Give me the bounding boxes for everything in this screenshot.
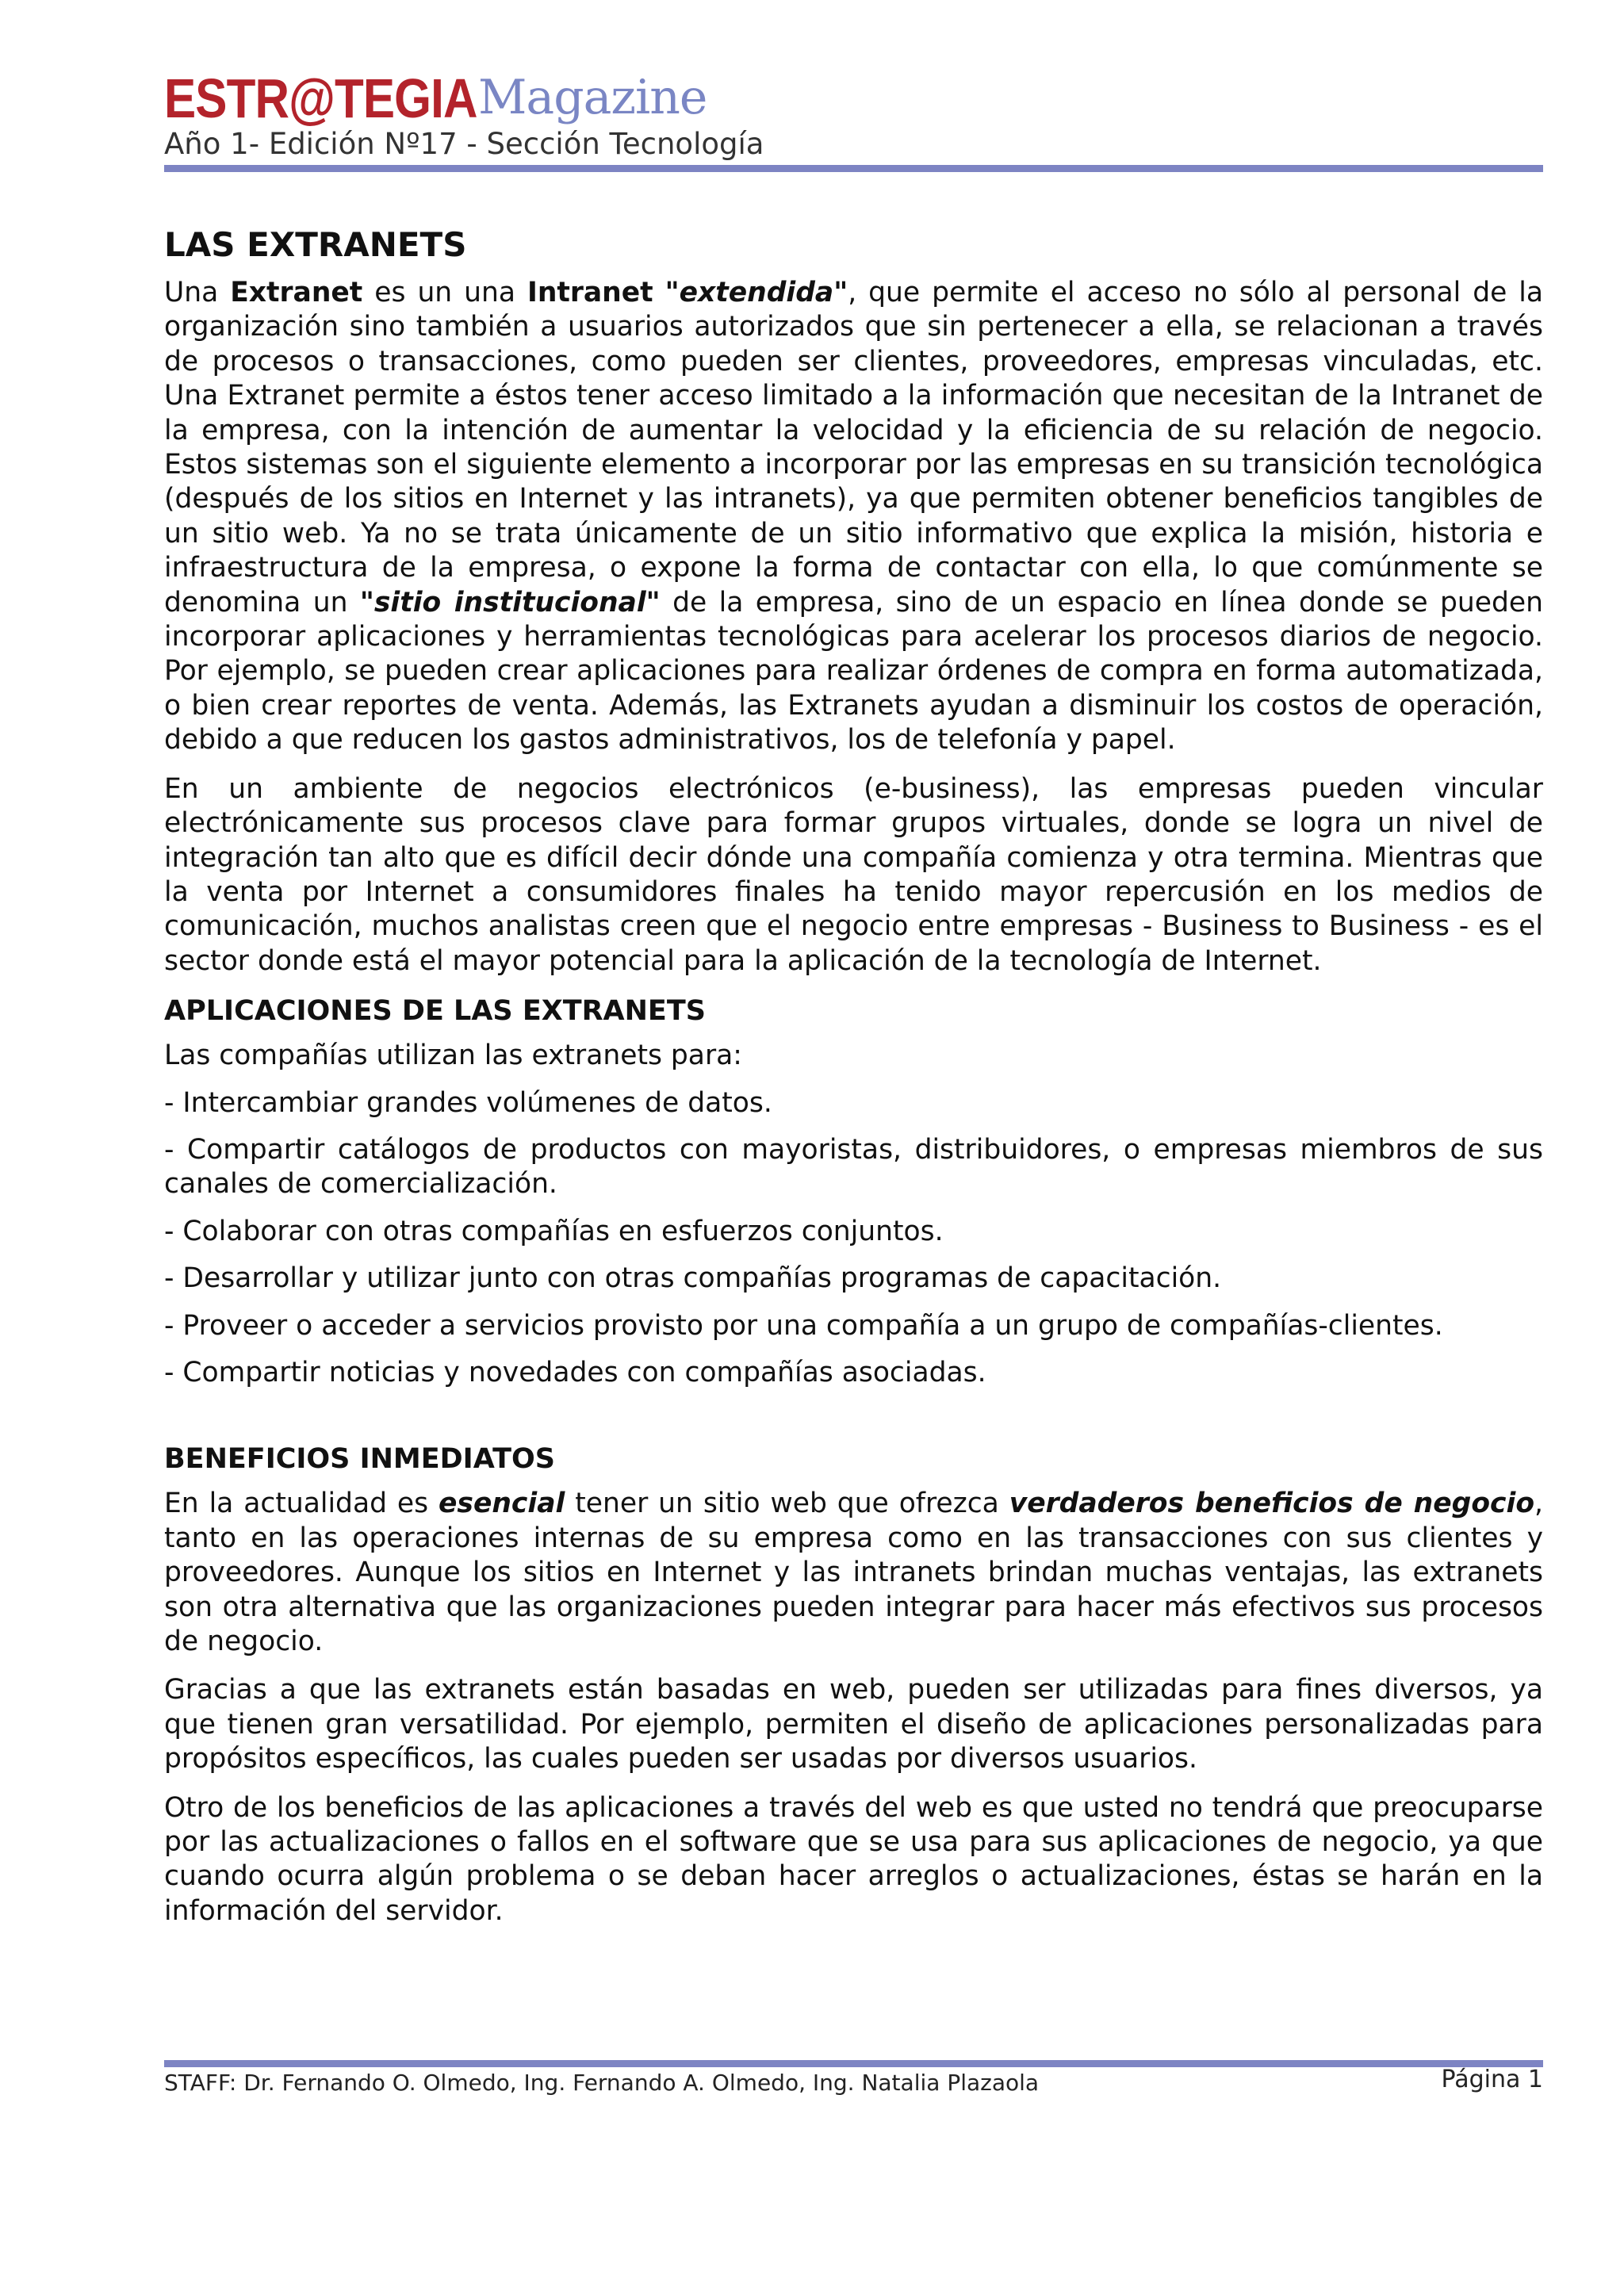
intro-bold-intranet: Intranet [527,277,653,308]
footer-staff: STAFF: Dr. Fernando O. Olmedo, Ing. Fernando A. Olmedo, Ing. Natalia Plazaola [164,2070,1040,2096]
masthead [164,67,707,133]
list-item: - Desarrollar y utilizar junto con otras compañías programas de capacitación. [164,1262,1222,1295]
benefits-emphasis-esencial: esencial [439,1488,565,1520]
benefits-emphasis-beneficios: verdaderos beneficios de negocio [1009,1488,1535,1520]
intro-text-1: Una [164,277,231,308]
benefits-text-1: En la actualidad es [164,1488,439,1520]
brand-subtitle: Magazine [478,70,707,125]
intro-emphasis-sitio-institucional: "sitio institucional" [359,586,661,618]
benefits-paragraph-1 [164,1487,1543,1659]
applications-heading: APLICACIONES DE LAS EXTRANETS [164,995,706,1028]
brand-logo: ESTR@TEGIA [164,67,477,129]
benefits-heading: BENEFICIOS INMEDIATOS [164,1443,555,1476]
header-divider [164,165,1543,172]
footer-divider [164,2060,1543,2067]
list-item: - Proveer o acceder a servicios provisto por una compañía a un grupo de compañías-clientes. [164,1309,1443,1342]
list-item: - Compartir catálogos de productos con mayoristas, distribuidores, o empresas miembros de sus canales de comercialización. [164,1133,1543,1201]
intro-text-4: , que permite el acceso no sólo al personal de la organización sino también a usuarios autorizados que sin pertenecer a ella, se relacionan a través de procesos o transacciones, como pueden ser clientes, proveedores, empresas vinculadas, etc. Una Extranet permite a éstos tener acceso limitado a la información que necesitan de la Intranet de la empresa, con la intención de aumentar la velocidad y la eficiencia de su relación de negocio. Estos sistemas son el siguiente elemento a incorporar por las empresas en su transición tecnológica (después de los sitios en Internet y las intranets), ya que permiten obtener beneficios tangibles de un sitio web. Ya no se trata únicamente de un sitio informativo que explica la misión, historia e infraestructura de la empresa, o expone la forma de contactar con ella, lo que comúnmente se denomina un [164,277,1544,618]
intro-text-3 [653,277,665,308]
list-item: - Compartir noticias y novedades con compañías asociadas. [164,1356,986,1388]
page-number: Página 1 [1441,2066,1543,2093]
list-item: - Colaborar con otras compañías en esfuerzos conjuntos. [164,1215,944,1247]
article-body [164,224,1543,1943]
intro-paragraph [164,276,1543,758]
section-spacer [164,1403,1543,1441]
edition-line: Año 1- Edición Nº17 - Sección Tecnología [164,127,764,161]
intro-text-2: es un una [362,277,527,308]
intro-emphasis-extendida: "extendida" [665,277,848,308]
article-title: LAS EXTRANETS [164,225,467,264]
benefits-paragraph-3: Otro de los beneficios de las aplicaciones a través del web es que usted no tendrá que preocuparse por las actualizaciones o fallos en el software que se usa para sus aplicaciones de negocio, ya que cuando ocurra algún problema o se deban hacer arreglos o actualizaciones, éstas se harán en la información del servidor. [164,1791,1543,1927]
applications-lead: Las compañías utilizan las extranets para: [164,1040,742,1072]
benefits-text-2: tener un sitio web que ofrezca [565,1488,1009,1520]
list-item: - Intercambiar grandes volúmenes de datos. [164,1086,772,1119]
intro-bold-extranet: Extranet [230,277,363,308]
benefits-paragraph-2: Gracias a que las extranets están basadas en web, pueden ser utilizadas para fines diversos, ya que tienen gran versatilidad. Por ejemplo, permiten el diseño de aplicaciones personalizadas para propósitos específicos, las cuales pueden ser usadas por diversos usuarios. [164,1674,1543,1775]
benefits-text-3: , tanto en las operaciones internas de su empresa como en las transacciones con sus clientes y proveedores. Aunque los sitios en Internet y las intranets brindan muchas ventajas, las extranets son otra alternativa que las organizaciones pueden integrar para hacer más efectivos sus procesos de negocio. [164,1488,1543,1657]
ebusiness-paragraph: En un ambiente de negocios electrónicos (e-business), las empresas pueden vincular electrónicamente sus procesos clave para formar grupos virtuales, donde se logra un nivel de integración tan alto que es difícil decir dónde una compañía comienza y otra termina. Mientras que la venta por Internet a consumidores finales ha tenido mayor repercusión en los medios de comunicación, muchos analistas creen que el negocio entre empresas - Business to Business - es el sector donde está el mayor potencial para la aplicación de la tecnología de Internet. [164,772,1543,977]
intro-text-5: de la empresa, sino de un espacio en línea donde se pueden incorporar aplicaciones y herramientas tecnológicas para acelerar los procesos diarios de negocio. Por ejemplo, se pueden crear aplicaciones para realizar órdenes de compra en forma automatizada, o bien crear reportes de venta. Además, las Extranets ayudan a disminuir los costos de operación, debido a que reducen los gastos administrativos, los de telefonía y papel. [164,586,1544,756]
